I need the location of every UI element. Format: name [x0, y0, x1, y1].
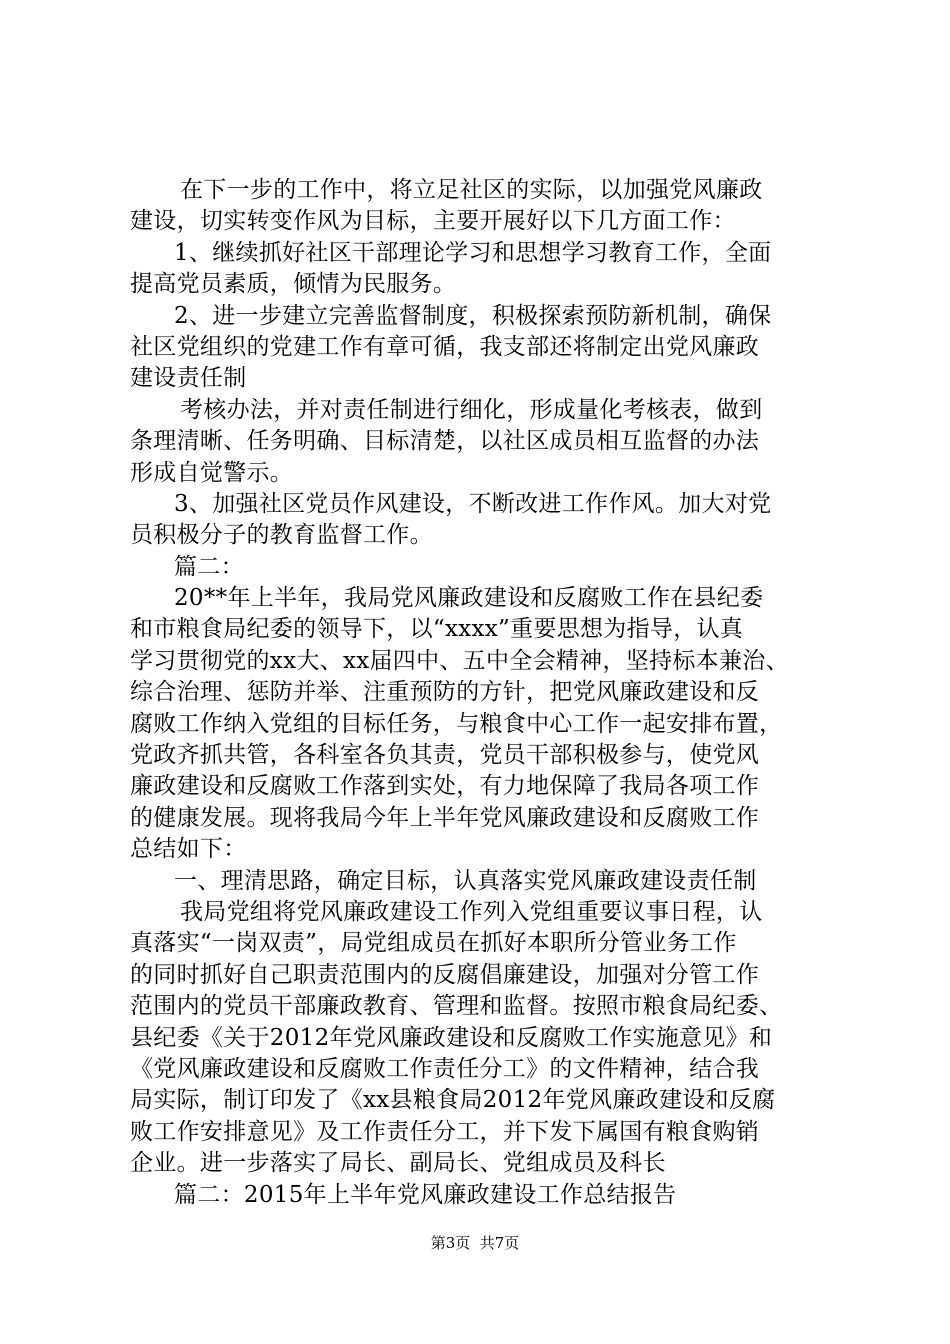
text-line: 学习贯彻党的xx大、xx届四中、五中全会精神，坚持标本兼治、	[130, 647, 789, 674]
text-line: 在下一步的工作中，将立足社区的实际，以加强党风廉政	[180, 177, 763, 203]
text-line: 党政齐抓共管，各科室各负其责，党员干部积极参与，使党风	[130, 742, 760, 769]
section-heading: 一、理清思路，确定目标，认真落实党风廉政建设责任制	[174, 867, 757, 894]
text-line: 1、继续抓好社区干部理论学习和思想学习教育工作，全面	[174, 239, 772, 266]
text-line: 的同时抓好自己职责范围内的反腐倡廉建设，加强对分管工作	[130, 961, 760, 988]
text-line: 腐败工作纳入党组的目标任务，与粮食中心工作一起安排布置，	[130, 710, 783, 737]
text-line: 的健康发展。现将我局今年上半年党风廉政建设和反腐败工作	[130, 804, 760, 831]
text-line: 败工作安排意见》及工作责任分工，并下发下属国有粮食购销	[130, 1118, 760, 1145]
text-line: 真落实“一岗双责”，局党组成员在抓好本职所分管业务工作	[130, 930, 737, 957]
text-line: 2、进一步建立完善监督制度，积极探索预防新机制，确保	[174, 302, 772, 329]
text-line: 员积极分子的教育监督工作。	[130, 522, 433, 549]
text-line: 和市粮食局纪委的领导下，以“xxxx”重要思想为指导，认真	[130, 616, 744, 643]
text-line: 建设责任制	[130, 365, 247, 392]
text-line: 条理清晰、任务明确、目标清楚，以社区成员相互监督的办法	[130, 428, 760, 455]
section-heading: 篇二：	[174, 553, 244, 580]
text-line: 社区党组织的党建工作有章可循，我支部还将制定出党风廉政	[130, 333, 760, 360]
text-line: 提高党员素质，倾情为民服务。	[130, 271, 457, 298]
text-line: 企业。进一步落实了局长、副局长、党组成员及科长	[130, 1150, 666, 1177]
text-line: 3、加强社区党员作风建设，不断改进工作作风。加大对党	[174, 490, 772, 517]
text-line: 建设，切实转变作风为目标，主要开展好以下几方面工作：	[130, 208, 736, 235]
section-heading: 篇二：2015年上半年党风廉政建设工作总结报告	[174, 1181, 677, 1208]
text-line: 县纪委《关于2012年党风廉政建设和反腐败工作实施意见》和	[130, 1024, 773, 1051]
text-line: 20**年上半年，我局党风廉政建设和反腐败工作在县纪委	[174, 585, 764, 612]
document-body	[130, 175, 830, 1211]
text-line: 综合治理、惩防并举、注重预防的方针，把党风廉政建设和反	[130, 679, 760, 706]
text-line: 形成自觉警示。	[130, 459, 294, 486]
text-line: 局实际，制订印发了《xx县粮食局2012年党风廉政建设和反腐	[130, 1087, 776, 1114]
page-footer: 第3页 共7页	[430, 1234, 520, 1252]
text-line: 廉政建设和反腐败工作落到实处，有力地保障了我局各项工作	[130, 773, 760, 800]
text-line: 范围内的党员干部廉政教育、管理和监督。按照市粮食局纪委、	[130, 993, 783, 1020]
text-line: 我局党组将党风廉政建设工作列入党组重要议事日程，认	[180, 898, 763, 925]
text-line: 总结如下：	[130, 836, 247, 863]
text-line: 《党风廉政建设和反腐败工作责任分工》的文件精神，结合我	[130, 1055, 760, 1082]
text-line: 考核办法，并对责任制进行细化，形成量化考核表，做到	[180, 396, 763, 423]
